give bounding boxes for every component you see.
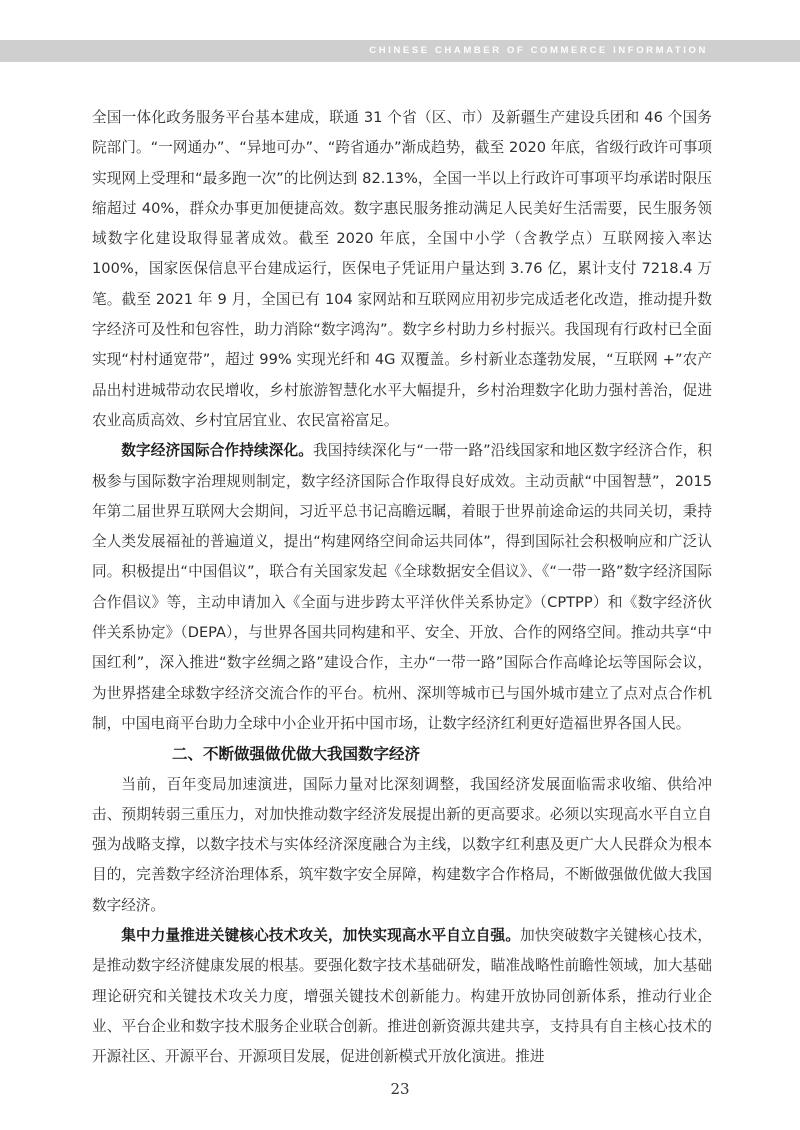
paragraph-4-text: 加快突破数字关键核心技术，是推动数字经济健康发展的根基。要强化数字技术基础研发，瞄准战略性前瞻性领域，加大基础理论研究和关键技术攻关力度，增强关键技术创新能力。构建开放协同创新体系，推动行业企业、平台企业和数字技术服务企业联合创新。推进创新资源共建共享，支持具有自主核心技术的开源社区、开源平台、开源项目发展，促进创新模式开放化演进。推进 <box>92 927 712 1066</box>
page-number: 23 <box>390 1080 410 1098</box>
paragraph-4 <box>92 921 712 1072</box>
paragraph-1: 全国一体化政务服务平台基本建成，联通 31 个省（区、市）及新疆生产建设兵团和 46 个国务院部门。“一网通办”、“异地可办”、“跨省通办”渐成趋势，截至 2020 年底，省级行政许可事项实现网上受理和“最多跑一次”的比例达到 82.13%，全国一半以上行政许可事项平均承诺时限压缩超过 40%，群众办事更加便捷高效。数字惠民服务推动满足人民美好生活需要，民生服务领域数字化建设取得显著成效。截至 2020 年底，全国中小学（含教学点）互联网接入率达 100%，国家医保信息平台建成运行，医保电子凭证用户量达到 3.76 亿，累计支付 7218.4 万笔。截至 2021 年 9 月，全国已有 104 家网站和互联网应用初步完成适老化改造，推动提升数字经济可及性和包容性，助力消除“数字鸿沟”。数字乡村助力乡村振兴。我国现有行政村已全面实现“村村通宽带”，超过 99% 实现光纤和 4G 双覆盖。乡村新业态蓬勃发展，“互联网 +”农产品出村进城带动农民增收，乡村旅游智慧化水平大幅提升，乡村治理数字化助力强村善治，促进农业高质高效、乡村宜居宜业、农民富裕富足。 <box>92 109 712 429</box>
page-body <box>92 103 712 1073</box>
paragraph-2-lead: 数字经济国际合作持续深化。 <box>121 442 314 460</box>
paragraph-3: 当前，百年变局加速演进，国际力量对比深刻调整，我国经济发展面临需求收缩、供给冲击、预期转弱三重压力，对加快推动数字经济发展提出新的更高要求。必须以实现高水平自立自强为战略支撑，以数字技术与实体经济深度融合为主线，以数字红利惠及更广大人民群众为根本目的，完善数字经济治理体系，筑牢数字安全屏障，构建数字合作格局，不断做强做优做大我国数字经济。 <box>92 775 712 914</box>
running-title: CHINESE CHAMBER OF COMMERCE INFORMATION <box>369 45 708 56</box>
paragraph-2 <box>92 436 712 739</box>
paragraph-4-lead: 集中力量推进关键核心技术攻关，加快实现高水平自立自强。 <box>121 927 521 945</box>
paragraph-2-text: 我国持续深化与“一带一路”沿线国家和地区数字经济合作，积极参与国际数字治理规则制定，数字经济国际合作取得良好成效。主动贡献“中国智慧”，2015 年第二届世界互联网大会期间，习近平总书记高瞻远瞩，着眼于世界前途命运的共同关切，秉持全人类发展福祉的普遍道义，提出“构建网络空间命运共同体”，得到国际社会积极响应和广泛认同。积极提出“中国倡议”，联合有关国家发起《全球数据安全倡议》、《“一带一路”数字经济国际合作倡议》等，主动申请加入《全面与进步跨太平洋伙伴关系协定》（CPTPP）和《数字经济伙伴关系协定》（DEPA），与世界各国共同构建和平、安全、开放、合作的网络空间。推动共享“中国红利”，深入推进“数字丝绸之路”建设合作，主办“一带一路”国际合作高峰论坛等国际会议，为世界搭建全球数字经济交流合作的平台。杭州、深圳等城市已与国外城市建立了点对点合作机制，中国电商平台助力全球中小企业开拓中国市场，让数字经济红利更好造福世界各国人民。 <box>92 442 712 732</box>
section-heading: 二、不断做强做优做大我国数字经济 <box>172 745 421 764</box>
